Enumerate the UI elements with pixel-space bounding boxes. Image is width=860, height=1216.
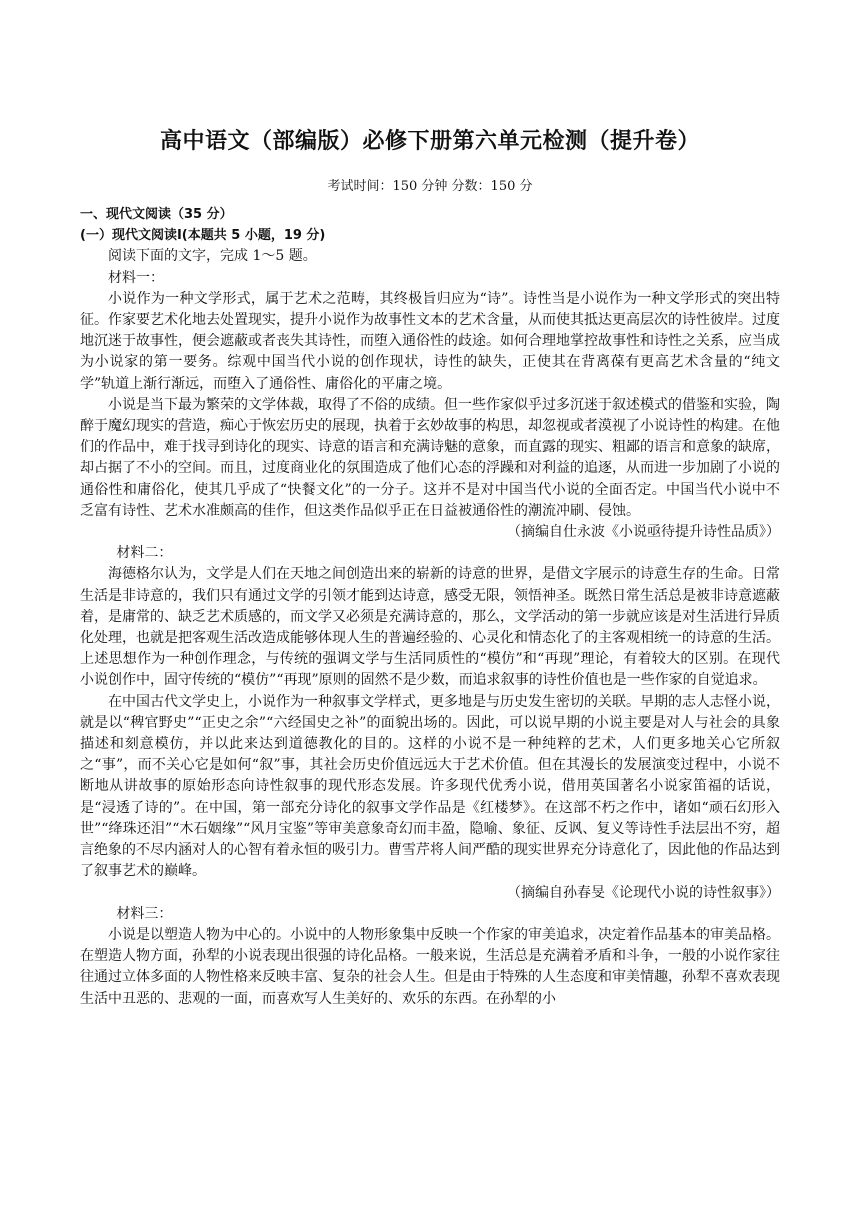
material-1-paragraph: 小说是当下最为繁荣的文学体裁，取得了不俗的成绩。但一些作家似乎过多沉迷于叙述模式的借鉴和实验，陶醉于魔幻现实的营造，痴心于恢宏历史的展现，执着于玄妙故事的构思，却忽视或者漠视了小说诗性的构建。在他们的作品中，难于找寻到诗化的现实、诗意的语言和充满诗魅的意象，而直露的现实、粗鄙的语言和意象的缺席，却占据了不小的空间。而且，过度商业化的氛围造成了他们心态的浮躁和对利益的追逐，从而进一步加剧了小说的通俗性和庸俗化，使其几乎成了“快餐文化”的一分子。这并不是对中国当代小说的全面否定。中国当代小说中不乏富有诗性、艺术水准颇高的佳作，但这类作品似乎正在日益被通俗性的潮流冲刷、侵蚀。: [80, 396, 780, 519]
material-2-source: （摘编自孙春旻《论现代小说的诗性叙事》）: [507, 884, 780, 901]
document-title: 高中语文（部编版）必修下册第六单元检测（提升卷）: [159, 129, 700, 154]
material-1-paragraph: 小说作为一种文学形式，属于艺术之范畴，其终极旨归应为“诗”。诗性当是小说作为一种文学形式的突出特征。作家要艺术化地去处置现实，提升小说作为故事性文本的艺术含量，从而使其抵达更高层次的诗性彼岸。过度地沉迷于故事性，便会遮蔽或者丧失其诗性，而堕入通俗性的歧途。如何合理地掌控故事性和诗性之关系，应当成为小说家的第一要务。综观中国当代小说的创作现状，诗性的缺失，正使其在背离葆有更高艺术含量的“纯文学”轨道上渐行渐远，而堕入了通俗性、庸俗化的平庸之境。: [80, 290, 780, 392]
exam-info: 考试时间：150 分钟 分数：150 分: [327, 179, 533, 194]
section-heading: 一、现代文阅读（35 分）: [80, 207, 233, 222]
material-1-label: 材料一：: [108, 269, 164, 286]
subsection-heading: (一）现代文阅读Ⅰ(本题共 5 小题，19 分): [80, 228, 326, 244]
material-1-source: （摘编自仕永波《小说亟待提升诗性品质》）: [507, 524, 780, 541]
material-2-paragraph: 海德格尔认为，文学是人们在天地之间创造出来的崭新的诗意的世界，是借文字展示的诗意生存的生命。日常生活是非诗意的，我们只有通过文学的引领才能到达诗意，感受无限，领悟神圣。既然日常生活总是被非诗意遮蔽着，是庸常的、缺乏艺术质感的，而文学又必须是充满诗意的，那么，文学活动的第一步就应该是对生活进行异质化处理，也就是把客观生活改造成能够体现人生的普遍经验的、心灵化和情态化了的主客观相统一的诗意的生活。上述思想作为一种创作理念，与传统的强调文学与生活同质性的“模仿”和“再现”理论，有着较大的区别。在现代小说创作中，固守传统的“模仿”“再现”原则的固然不是少数，而追求叙事的诗性价值也是一些作家的自觉追求。: [80, 566, 780, 689]
material-2-label: 材料二：: [116, 545, 173, 562]
instruction: 阅读下面的文字，完成 1～5 题。: [108, 248, 317, 265]
material-2-paragraph: 在中国古代文学史上，小说作为一种叙事文学样式，更多地是与历史发生密切的关联。早期的志人志怪小说，就是以“稗官野史”“正史之余”“六经国史之补”的面貌出场的。因此，可以说早期的小说主要是对人与社会的具象描述和刻意模仿，并以此来达到道德教化的目的。这样的小说不是一种纯粹的艺术，人们更多地关心它所叙之“事”，而不关心它是如何“叙”事，其社会历史价值远远大于艺术价值。但在其漫长的发展演变过程中，小说不断地从讲故事的原始形态向诗性叙事的现代形态发展。许多现代优秀小说，借用英国著名小说家笛福的话说，是“浸透了诗的”。在中国，第一部充分诗化的叙事文学作品是《红楼梦》。在这部不朽之作中，诸如“顽石幻形入世”“绛珠还泪”“木石姻缘”“风月宝鉴”等审美意象奇幻而丰盈，隐喻、象征、反讽、复义等诗性手法层出不穷，超言绝象的不尽内涵对人的心智有着永恒的吸引力。曹雪芹将人间严酷的现实世界充分诗意化了，因此他的作品达到了叙事艺术的巅峰。: [80, 693, 780, 880]
material-3-paragraph: 小说是以塑造人物为中心的。小说中的人物形象集中反映一个作家的审美追求，决定着作品基本的审美品格。在塑造人物方面，孙犁的小说表现出很强的诗化品格。一般来说，生活总是充满着矛盾和斗争，一般的小说作家往往通过立体多面的人物性格来反映丰富、复杂的社会人生。但是由于特殊的人生态度和审美情趣，孙犁不喜欢表现生活中丑恶的、悲观的一面，而喜欢写人生美好的、欢乐的东西。在孙犁的小: [80, 926, 780, 1007]
material-3-label: 材料三：: [116, 905, 173, 922]
document-body: [80, 204, 780, 1010]
